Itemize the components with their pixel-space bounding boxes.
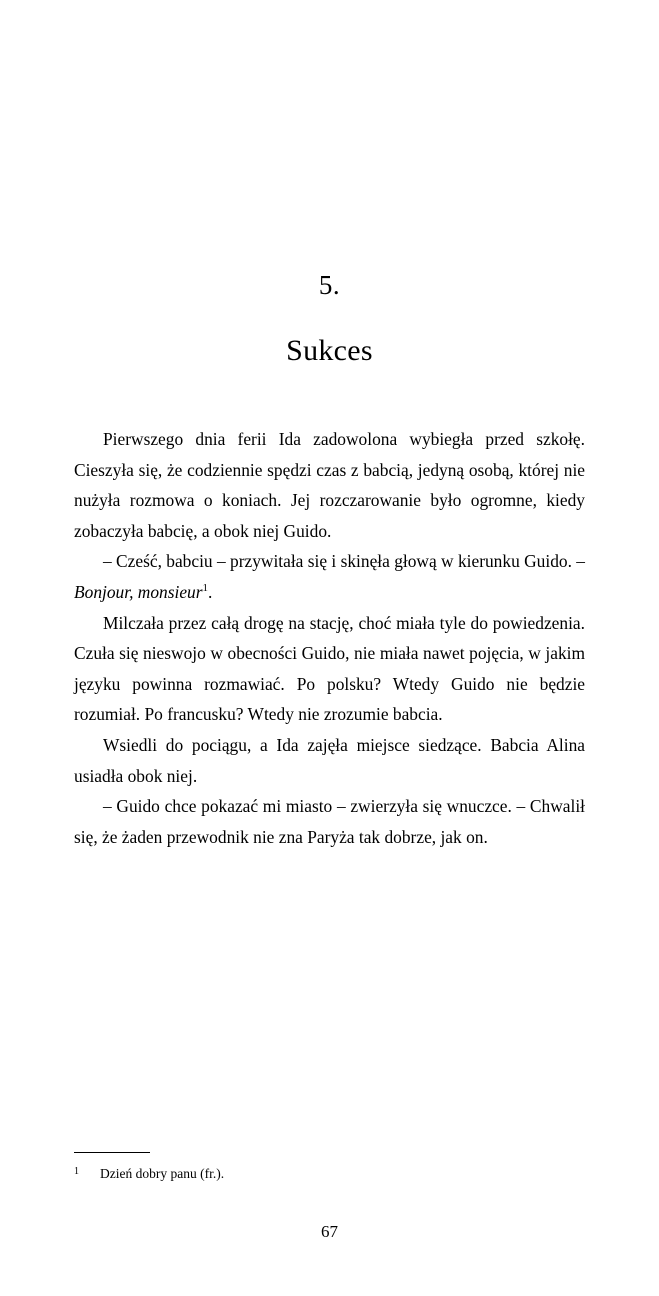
book-page <box>0 272 659 1296</box>
body-text <box>74 424 585 852</box>
paragraph: Wsiedli do pociągu, a Ida zajęła miejsce siedzące. Babcia Alina usiadła obok niej. <box>74 734 585 786</box>
paragraph: Milczała przez całą drogę na stację, choć miała tyle do powiedzenia. Czuła się nieswojo w obecności Guido, nie miała nawet pojęcia, w jakim języku powinna rozmawiać. Po polsku? Wtedy Guido nie będzie rozumiał. Po francusku? Wtedy nie zrozumie babcia. <box>74 612 585 725</box>
paragraph: – Guido chce pokazać mi miasto – zwierzyła się wnuczce. – Chwalił się, że żaden przewodnik nie zna Paryża tak dobrze, jak on. <box>74 796 585 847</box>
footnote-area <box>74 1152 585 1183</box>
paragraph: – Cześć, babciu – przywitała się i skinęła głową w kierunku Guido. – Bonjour, monsieur$^1$. <box>74 551 585 602</box>
chapter-number: 5. <box>318 270 341 300</box>
footnote <box>74 1165 585 1183</box>
footnote-text: Dzień dobry panu (fr.). <box>100 1166 225 1181</box>
chapter-title: Sukces <box>286 334 373 367</box>
footnote-number: 1 <box>74 1166 79 1177</box>
page-number: 67 <box>321 1222 338 1241</box>
paragraph: Pierwszego dnia ferii Ida zadowolona wybiegła przed szkołę. Cieszyła się, że codziennie spędzi czas z babcią, jedyną osobą, której nie nużyła rozmowa o koniach. Jej rozczarowanie było ogromne, kiedy zobaczyła babcię, a obok niej Guido. <box>74 429 585 541</box>
footnote-separator <box>74 1152 150 1153</box>
